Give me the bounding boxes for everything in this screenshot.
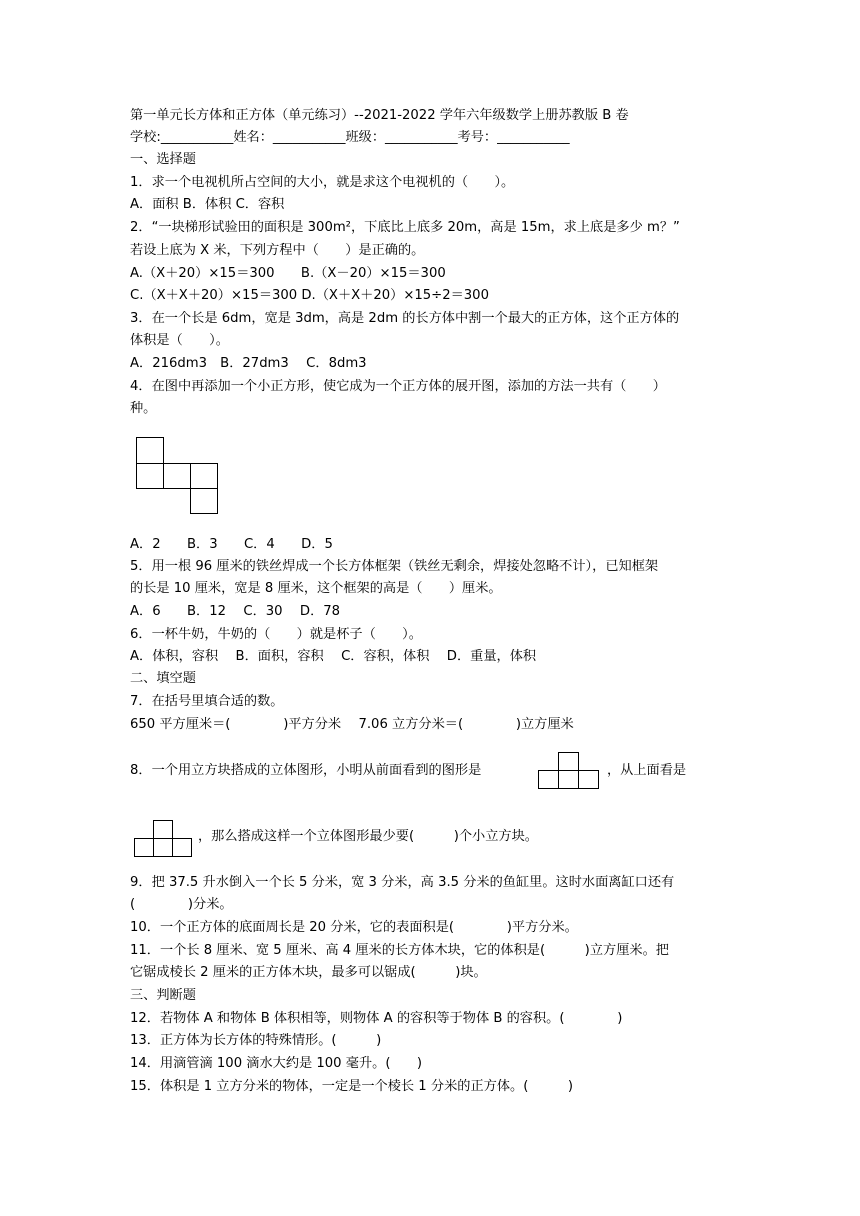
view-square	[153, 838, 173, 857]
question-1-options: A．面积 B．体积 C．容积	[130, 197, 285, 212]
question-4-line2: 种。	[130, 401, 157, 416]
question-13: 13．正方体为长方体的特殊情形。( )	[130, 1033, 382, 1048]
view-square	[558, 752, 579, 771]
question-3-line2: 体积是（ ）。	[130, 333, 229, 348]
question-5-line1: 5．用一根 96 厘米的铁丝焊成一个长方体框架（铁丝无剩余，焊接处忽略不计），已知框架	[130, 559, 659, 574]
net-square	[136, 437, 164, 464]
question-2-options-1: A.（X＋20）×15＝300 B.（X－20）×15＝300	[130, 266, 446, 281]
view-square	[578, 770, 599, 789]
question-2-line2: 若设上底为 X 米，下列方程中（ ）是正确的。	[130, 243, 425, 258]
question-11-line1: 11．一个长 8 厘米、宽 5 厘米、高 4 厘米的长方体木块，它的体积是( )立方厘米。把	[130, 943, 669, 958]
question-7-blanks: 650 平方厘米＝( )平方分米 7.06 立方分米＝( )立方厘米	[130, 717, 574, 732]
section-heading-choice: 一、选择题	[130, 152, 196, 167]
question-10: 10．一个正方体的底面周长是 20 分米，它的表面积是( )平方分米。	[130, 920, 578, 935]
header-fields: 学校:___________姓名：___________班级：___________考号：___________	[130, 130, 570, 145]
net-square	[136, 463, 164, 489]
question-7: 7．在括号里填合适的数。	[130, 694, 284, 709]
question-3-line1: 3．在一个长是 6dm，宽是 3dm，高是 2dm 的长方体中割一个最大的正方体，这个正方体的	[130, 311, 680, 326]
question-1: 1．求一个电视机所占空间的大小，就是求这个电视机的（ ）。	[130, 175, 515, 190]
net-square	[190, 488, 218, 514]
view-square	[558, 770, 579, 789]
question-14: 14．用滴管滴 100 滴水大约是 100 毫升。( )	[130, 1056, 422, 1071]
question-5-options: A．6 B．12 C．30 D．78	[130, 604, 341, 619]
question-2-line1: 2．“一块梯形试验田的面积是 300m²，下底比上底多 20m，高是 15m，求上底是多少 m？”	[130, 220, 680, 235]
question-11-line2: 它锯成棱长 2 厘米的正方体木块，最多可以锯成( )块。	[130, 965, 487, 980]
question-8-line2: ，那么搭成这样一个立体图形最少要( )个小立方块。	[198, 829, 538, 844]
cube-net-figure	[136, 437, 218, 489]
top-view-figure	[134, 820, 192, 858]
view-square	[538, 770, 559, 789]
question-9-line1: 9．把 37.5 升水倒入一个长 5 分米，宽 3 分米，高 3.5 分米的鱼缸里。这时水面离缸口还有	[130, 875, 675, 890]
question-8-line1: 8．一个用立方块搭成的立体图形，小明从前面看到的图形是	[130, 763, 482, 778]
question-8-line1-end: ，从上面看是	[607, 763, 687, 778]
view-square	[153, 820, 173, 839]
section-heading-fill: 二、填空题	[130, 671, 196, 686]
net-square	[190, 463, 218, 489]
front-view-figure	[538, 752, 600, 790]
question-12: 12．若物体 A 和物体 B 体积相等，则物体 A 的容积等于物体 B 的容积。( )	[130, 1011, 623, 1026]
question-5-line2: 的长是 10 厘米，宽是 8 厘米，这个框架的高是（ ）厘米。	[130, 581, 502, 596]
question-15: 15．体积是 1 立方分米的物体，一定是一个棱长 1 分米的正方体。( )	[130, 1079, 574, 1094]
question-4-options: A．2 B．3 C．4 D．5	[130, 537, 333, 552]
net-square	[163, 463, 191, 489]
question-6-options: A．体积，容积 B．面积，容积 C．容积，体积 D．重量，体积	[130, 649, 537, 664]
question-6: 6．一杯牛奶，牛奶的（ ）就是杯子（ ）。	[130, 627, 422, 642]
view-square	[172, 838, 192, 857]
section-heading-judge: 三、判断题	[130, 988, 196, 1003]
view-square	[134, 838, 154, 857]
question-4-line1: 4．在图中再添加一个小正方形，使它成为一个正方体的展开图，添加的方法一共有（ ）	[130, 379, 666, 394]
doc-title: 第一单元长方体和正方体（单元练习）--2021-2022 学年六年级数学上册苏教版 B 卷	[130, 108, 629, 123]
question-9-line2: ( )分米。	[130, 897, 233, 912]
question-3-options: A．216dm3 B．27dm3 C．8dm3	[130, 356, 367, 371]
question-2-options-2: C.（X＋X＋20）×15＝300 D.（X＋X＋20）×15÷2＝300	[130, 288, 489, 303]
